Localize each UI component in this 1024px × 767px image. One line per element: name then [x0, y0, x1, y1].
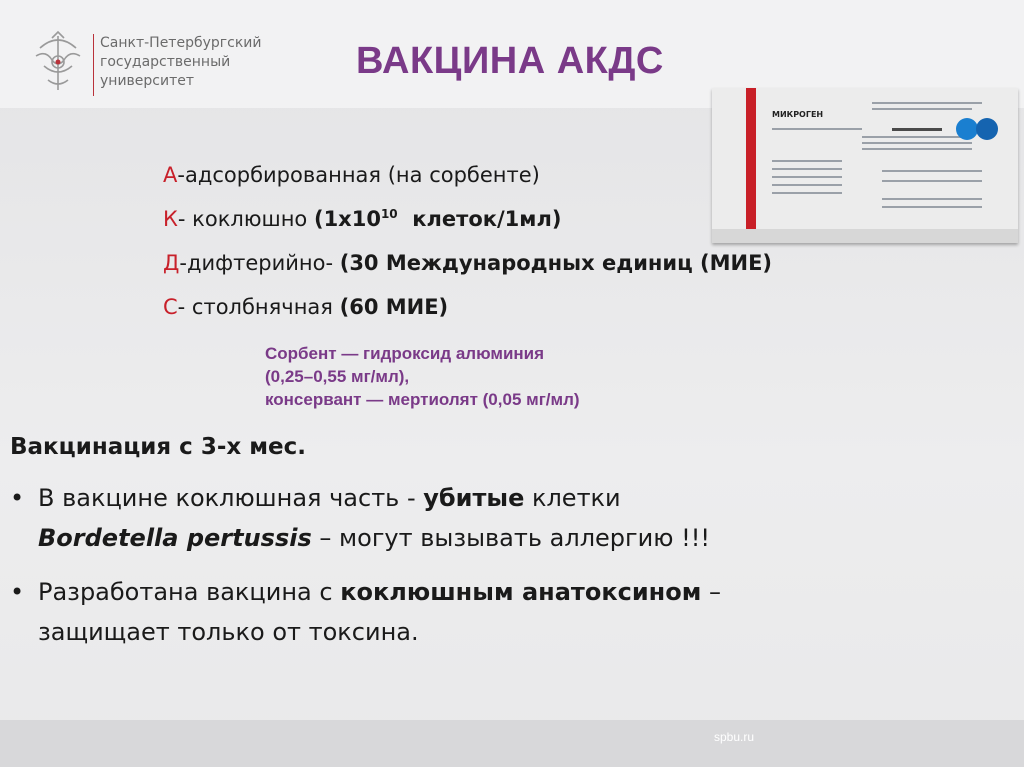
abbreviation-letter: К — [163, 207, 178, 231]
bullet-text-part: убитые — [423, 484, 525, 512]
sorbent-line: Сорбент — гидроксид алюминия — [265, 344, 545, 363]
abbreviation-item — [163, 248, 772, 292]
sorbent-line: (0,25–0,55 мг/мл), — [265, 367, 410, 386]
bullet-text-part: защищает только от токсина. — [38, 618, 419, 646]
package-text-line — [872, 102, 982, 104]
bullet-item — [10, 478, 1010, 558]
package-text-line — [772, 160, 842, 162]
sorbent-note — [265, 342, 580, 411]
sorbent-line: консервант — мертиолят (0,05 мг/мл) — [265, 390, 580, 409]
bullet-text-part: В вакцине коклюшная часть - — [38, 484, 424, 512]
bullet-mark: • — [10, 484, 25, 512]
slide-title: ВАКЦИНА АКДС — [356, 40, 664, 82]
package-text-line — [862, 142, 972, 144]
abbreviation-letter: С — [163, 295, 178, 319]
package-text-line — [772, 128, 862, 130]
abbreviation-text: - коклюшно — [177, 207, 314, 231]
bullet-text-part: коклюшным анатоксином — [340, 578, 702, 606]
vaccination-heading: Вакцинация с 3-х мес. — [10, 434, 306, 460]
package-text-line — [772, 168, 842, 170]
university-line: государственный — [100, 54, 231, 70]
package-text-line — [882, 180, 982, 182]
abbreviation-detail: (30 Международных единиц (МИЕ) — [339, 251, 773, 275]
footer-site: spbu.ru — [714, 730, 755, 744]
abbreviation-detail: (1х10 — [313, 207, 381, 231]
package-text-line — [772, 176, 842, 178]
bullet-text-part: – — [701, 578, 721, 606]
package-blue-circle — [976, 118, 998, 140]
bullet-text-part: Разработана вакцина с — [38, 578, 341, 606]
package-text-line — [882, 198, 982, 200]
package-text-line — [862, 136, 972, 138]
footer-bar — [0, 720, 1024, 767]
abbreviation-item — [163, 160, 772, 204]
bullet-mark: • — [10, 578, 25, 606]
logo-divider — [93, 34, 94, 96]
abbreviation-detail: (60 МИЕ) — [339, 295, 449, 319]
abbreviation-exponent: 10 — [380, 207, 398, 221]
package-text-line — [872, 108, 972, 110]
package-text-line — [862, 148, 972, 150]
bullet-list — [10, 478, 1010, 666]
abbreviation-list — [163, 160, 772, 336]
abbreviation-text: -дифтерийно- — [179, 251, 340, 275]
university-line: Санкт-Петербургский — [100, 35, 262, 51]
package-blue-circle — [956, 118, 978, 140]
university-name — [100, 34, 261, 91]
abbreviation-text: -адсорбированная (на сорбенте) — [177, 163, 540, 187]
package-text-line — [892, 128, 942, 131]
package-text-line — [772, 184, 842, 186]
abbreviation-item — [163, 204, 772, 248]
abbreviation-letter: Д — [163, 251, 180, 275]
package-text-line — [882, 206, 982, 208]
package-brand: МИКРОГЕН — [772, 110, 824, 119]
abbreviation-item — [163, 292, 772, 336]
abbreviation-detail: клеток/1мл) — [397, 207, 562, 231]
package-text-line — [882, 170, 982, 172]
bullet-text — [38, 484, 710, 552]
bullet-item — [10, 572, 1010, 652]
bullet-text-part: Bordetella pertussis — [38, 524, 312, 552]
abbreviation-text: - столбнячная — [177, 295, 340, 319]
abbreviation-letter: А — [163, 163, 178, 187]
package-text-line — [772, 192, 842, 194]
bullet-text-part: клетки — [524, 484, 621, 512]
university-emblem-icon — [30, 30, 86, 98]
bullet-text — [38, 578, 721, 646]
university-line: университет — [100, 73, 195, 89]
bullet-text-part: – могут вызывать аллергию !!! — [311, 524, 710, 552]
